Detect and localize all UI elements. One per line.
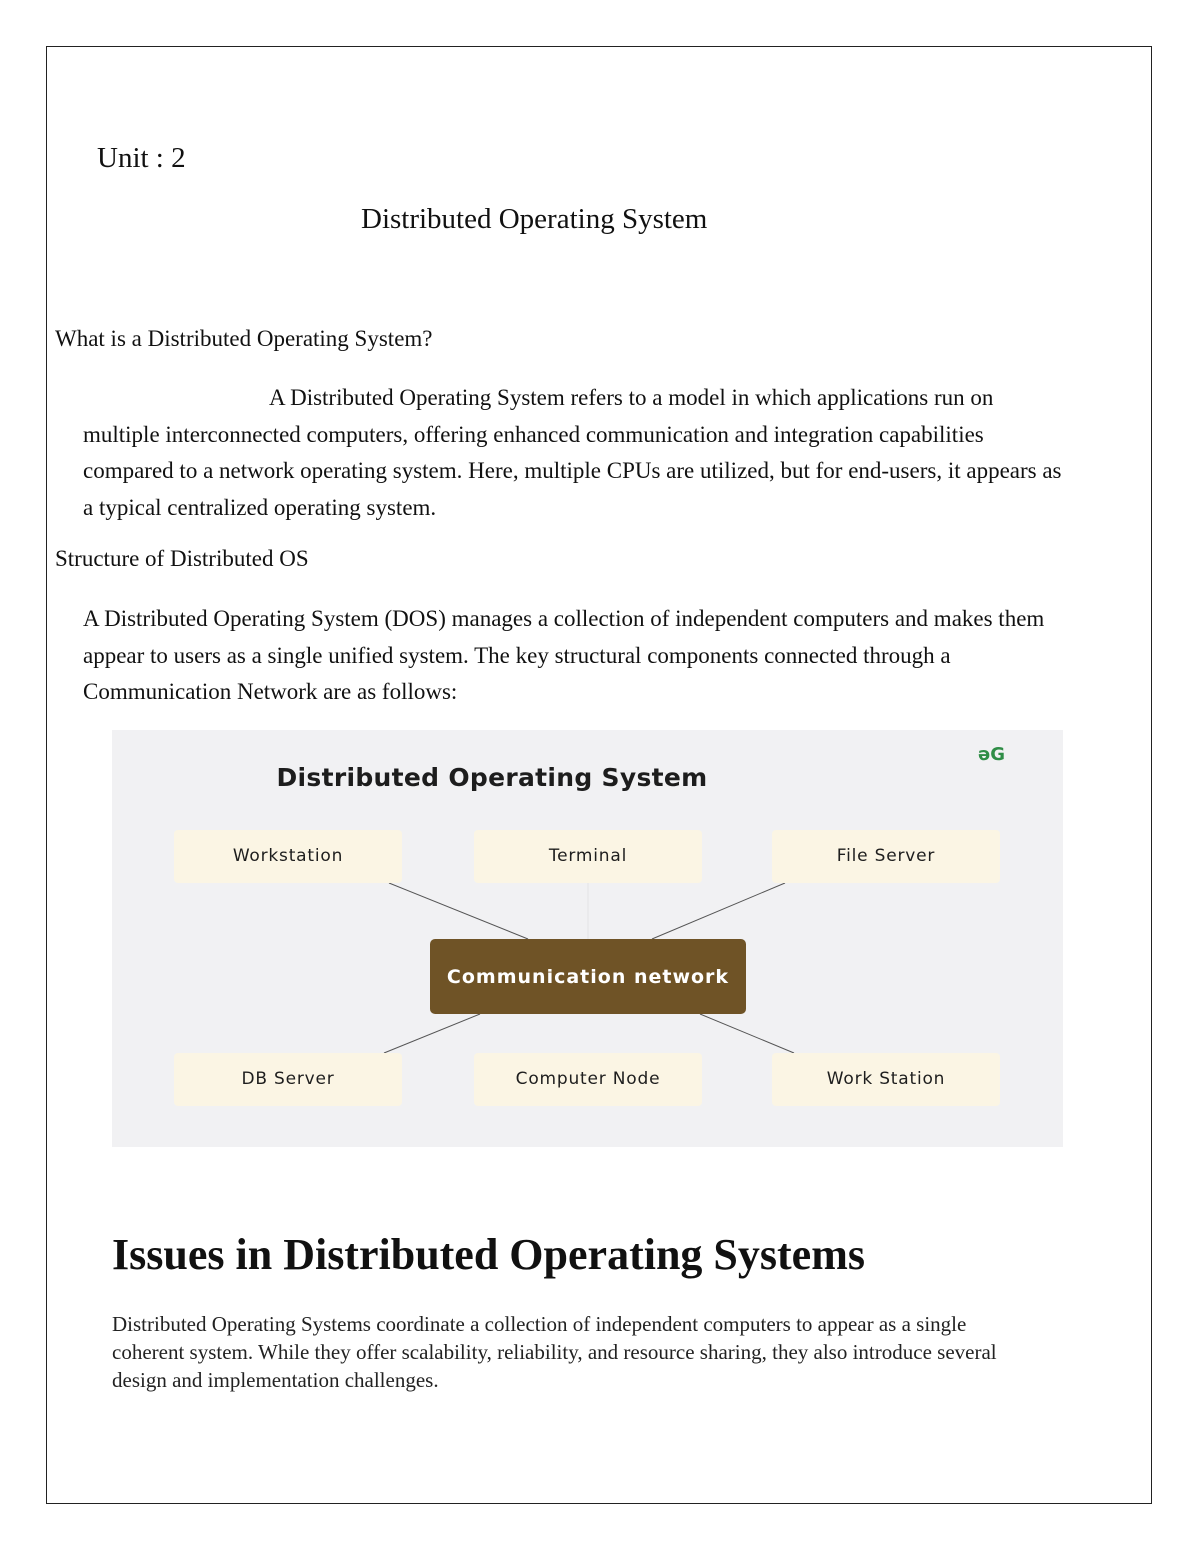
document-title: Distributed Operating System [361,203,708,235]
gfg-logo: əG [978,744,1005,765]
node-db-server: DB Server [174,1053,402,1106]
node-file-server: File Server [772,830,1000,883]
definition-paragraph: A Distributed Operating System refers to a model in which applications run on multiple interconnected computers, offering enhanced communication and integration capabilities compared to a network operating system. Here, multiple CPUs are utilized, but for end-users, it appears as a typical centralized operating system. [83,385,1062,520]
section-heading-what-is-dos: What is a Distributed Operating System? [55,326,433,351]
connector-work-station [700,1014,794,1053]
structure-paragraph: A Distributed Operating System (DOS) manages a collection of independent computers and makes them appear to users as a single unified system. The key structural components connected through a Communication Network are as follows: [83,606,1045,704]
node-computer-node: Computer Node [474,1053,702,1106]
section-heading-issues: Issues in Distributed Operating Systems [112,1230,865,1279]
node-workstation: Workstation [174,830,402,883]
connector-file-server [652,883,785,939]
node-work-station: Work Station [772,1053,1000,1106]
diagram-title: Distributed Operating System [276,763,708,792]
unit-label: Unit : 2 [97,142,186,174]
node-terminal: Terminal [474,830,702,883]
section-heading-structure: Structure of Distributed OS [55,546,309,571]
dos-structure-diagram [112,730,1063,1147]
connector-workstation [389,883,528,939]
connector-db-server [384,1014,480,1053]
issues-paragraph: Distributed Operating Systems coordinate a collection of independent computers to appear as a single coherent system. While they offer scalability, reliability, and resource sharing, they also introduce several design and implementation challenges. [112,1312,997,1392]
communication-network-hub: Communication network [430,939,746,1014]
